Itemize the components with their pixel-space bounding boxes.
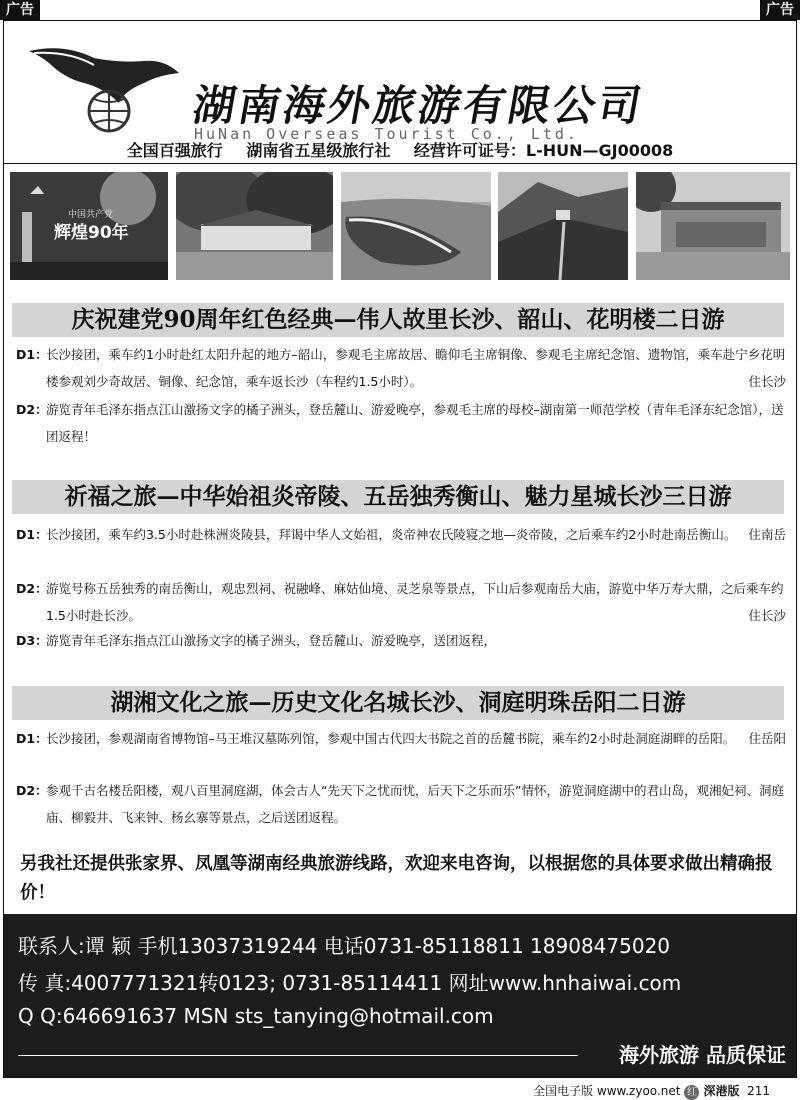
photo-strip	[10, 172, 790, 280]
contact-phone-line: 联系人:谭 颖 手机13037319244 电话0731-85118811 18908475020	[18, 934, 671, 958]
credential-license: 经营许可证号：L-HUN—GJ00008	[413, 141, 674, 160]
footer-badge: 红	[684, 1085, 699, 1100]
credential-five-star: 湖南省五星级旅行社	[246, 141, 391, 160]
day-text: 游览青年毛泽东指点江山激扬文字的橘子洲头，登岳麓山、游爱晚亭，参观毛主席的母校–湖南第一师范学校（青年毛泽东纪念馆），送团返程！	[46, 402, 784, 444]
contact-panel	[4, 914, 796, 1077]
day-label: D1：	[16, 731, 48, 746]
day-stay: 住长沙	[748, 608, 786, 623]
day-text: 长沙接团，参观湖南省博物馆–马王堆汉墓陈列馆，参观中国古代四大书院之首的岳麓书院，乘车约2小时赴洞庭湖畔的岳阳。	[46, 731, 736, 746]
day-label: D1：	[16, 527, 48, 542]
contact-fax-web-line: 传 真:4007771321转0123; 0731-85114411 网址www.hnhaiwai.com	[18, 971, 682, 995]
tour1-day2	[16, 396, 786, 450]
day-text: 长沙接团，乘车约3.5小时赴株洲炎陵县，拜谒中华人文始祖，炎帝神农氏陵寝之地—炎帝陵，之后乘车约2小时赴南岳衡山。	[46, 527, 737, 542]
tour1-title: 庆祝建党90周年红色经典—伟人故里长沙、韶山、花明楼二日游	[12, 303, 784, 337]
tour1-day1	[16, 341, 786, 395]
day-text: 参观千古名楼岳阳楼，观八百里洞庭湖，体会古人“先天下之忧而忧，后天下之乐而乐”情怀，游览洞庭湖中的君山岛，观湘妃祠、洞庭庙、柳毅井、飞来钟、杨幺寨等景点，之后送团返程。	[46, 783, 784, 825]
photo-party-90	[10, 172, 168, 280]
photo-orange-isle	[341, 172, 491, 280]
contact-qq-msn-line: Q Q:646691637 MSN sts_tanying@hotmail.com	[18, 1004, 494, 1028]
page-footer	[533, 1082, 770, 1100]
footer-site: 全国电子版 www.zyoo.net	[533, 1084, 681, 1098]
company-name-cn: 湖南海外旅游有限公司	[189, 81, 648, 130]
day-stay: 住南岳	[748, 527, 786, 542]
closing-note: 另我社还提供张家界、凤凰等湖南经典旅游线路，欢迎来电咨询，以根据您的具体要求做出精确报价！	[20, 854, 773, 903]
tour2-day1	[16, 521, 786, 548]
company-name-en: HuNan Overseas Tourist Co., Ltd.	[194, 125, 579, 143]
credentials	[0, 138, 800, 161]
tour2-day3	[16, 627, 786, 654]
day-label: D1：	[16, 347, 48, 362]
photo-former-residence	[176, 172, 333, 280]
tour2-title: 祈福之旅—中华始祖炎帝陵、五岳独秀衡山、魅力星城长沙三日游	[12, 480, 784, 514]
credential-top100: 全国百强旅行	[126, 141, 223, 160]
photo-caption-party: 中国共产党	[68, 210, 114, 220]
day-text: 游览号称五岳独秀的南岳衡山，观忠烈祠、祝融峰、麻姑仙境、灵芝泉等景点，下山后参观南岳大庙，游览中华万寿大鼎，之后乘车约1.5小时赴长沙。	[46, 581, 784, 623]
tour2-day2	[16, 575, 786, 629]
photo-hengshan	[498, 172, 628, 280]
day-text: 长沙接团，乘车约1小时赴红太阳升起的地方–韶山，参观毛主席故居、瞻仰毛主席铜像、参观毛主席纪念馆、遗物馆，乘车赴宁乡花明楼参观刘少奇故居、铜像、纪念馆，乘车返长沙（车程约1.5小时）。	[46, 347, 786, 389]
tour3-title: 湖湘文化之旅—历史文化名城长沙、洞庭明珠岳阳二日游	[12, 686, 784, 720]
day-stay: 住长沙	[748, 374, 786, 389]
footer-page-number: 211	[747, 1084, 770, 1098]
tour3-day2	[16, 777, 786, 831]
slogan: 海外旅游 品质保证	[619, 1043, 786, 1067]
day-label: D2：	[16, 581, 48, 596]
tour3-day1	[16, 725, 786, 752]
day-stay: 住岳阳	[748, 731, 786, 746]
dove-globe-logo	[24, 33, 189, 133]
ad-label-right: 广告	[760, 0, 800, 20]
slogan-rule	[18, 1055, 578, 1056]
photo-caption-glory: 辉煌90年	[54, 223, 129, 243]
day-label: D2：	[16, 783, 48, 798]
footer-edition: 深港版	[703, 1084, 740, 1098]
ad-label-left: 广告	[0, 0, 40, 20]
day-text: 游览青年毛泽东指点江山激扬文字的橘子洲头，登岳麓山、游爱晚亭，送团返程，	[46, 633, 497, 648]
day-label: D2：	[16, 402, 48, 417]
photo-museum	[636, 172, 790, 280]
day-label: D3：	[16, 633, 48, 648]
